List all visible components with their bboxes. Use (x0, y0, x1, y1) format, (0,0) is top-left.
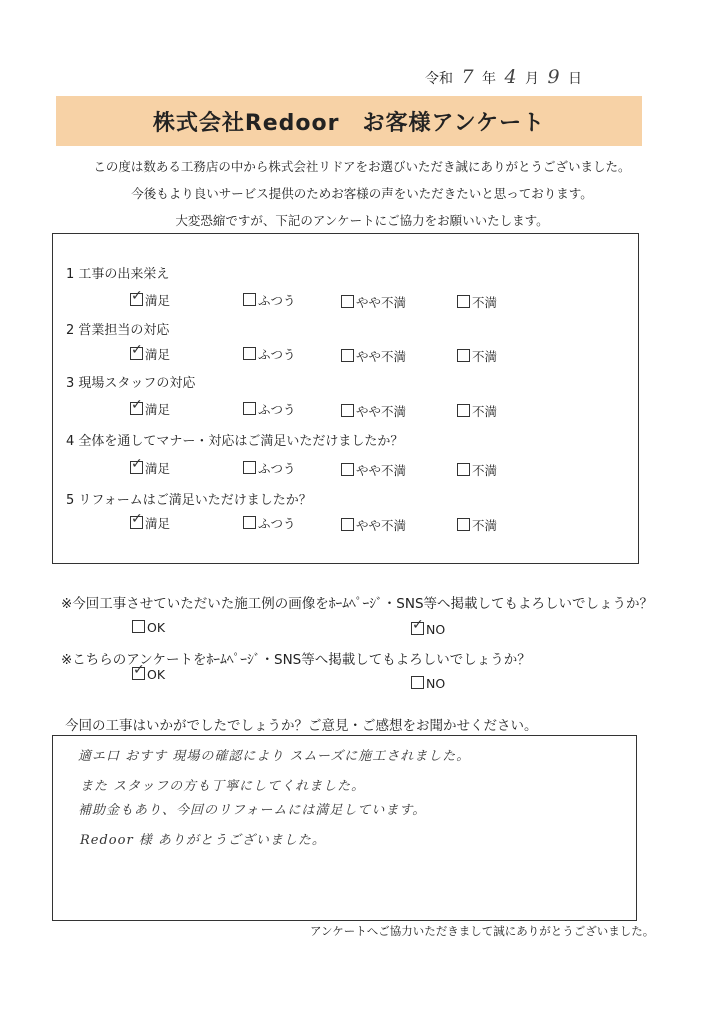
q1-option-satisfied[interactable]: ✓満足 (130, 291, 170, 309)
question-2-label: 2 営業担当の対応 (66, 323, 170, 338)
comment-line-3: 補助金もあり、今回のリフォームには満足しています。 (78, 803, 427, 818)
title-banner (56, 96, 642, 146)
checkbox-checked-icon (411, 622, 424, 635)
checkbox-checked-icon (130, 461, 143, 474)
checkbox-icon (341, 518, 354, 531)
q2-option-satisfied[interactable]: ✓満足 (130, 345, 170, 363)
comment-line-2: また スタッフの方も丁寧にしてくれました。 (80, 779, 366, 794)
comment-line-1: 適エ口 おすす 現場の確認により スムーズに施工されました。 (78, 749, 471, 764)
checkbox-icon (243, 461, 256, 474)
date-year: 7 (461, 66, 474, 88)
sns1-option-ok[interactable]: OK (132, 620, 165, 635)
date-day-unit: 日 (568, 71, 582, 87)
checkbox-icon (457, 295, 470, 308)
comment-question: 今回の工事はいかがでしたでしょうか？ご意見・ご感想をお聞かせください。 (65, 718, 538, 734)
date-era: 令和 (425, 71, 453, 87)
checkbox-icon (341, 295, 354, 308)
page-title: 株式会社Redoor お客様アンケート (152, 110, 546, 136)
footer-thanks: アンケートへご協力いただきまして誠にありがとうございました。 (310, 924, 655, 938)
question-1-label: 1 工事の出来栄え (66, 267, 170, 282)
q4-option-satisfied[interactable]: ✓満足 (130, 459, 170, 477)
sns-question-1: ※今回工事させていただいた施工例の画像をﾎｰﾑﾍﾟｰｼﾞ・SNS等へ掲載してもよろしいでしょうか？ (61, 596, 654, 612)
date-year-unit: 年 (482, 71, 496, 87)
question-4-label: 4 全体を通してマナー・対応はご満足いただけましたか？ (66, 434, 404, 449)
q1-option-normal[interactable]: ふつう (243, 291, 296, 309)
sns2-option-ok[interactable]: ✓OK (132, 667, 165, 682)
intro-line-1: この度は数ある工務店の中から株式会社リドアをお選びいただき誠にありがとうございました。 (93, 159, 631, 174)
checkbox-icon (457, 518, 470, 531)
question-3-label: 3 現場スタッフの対応 (66, 376, 196, 391)
checkbox-icon (341, 349, 354, 362)
checkbox-icon (132, 620, 145, 633)
intro-line-3: 大変恐縮ですが、下記のアンケートにご協力をお願いいたします。 (175, 213, 549, 228)
q1-option-dissatisfied[interactable]: 不満 (457, 293, 497, 311)
q3-option-normal[interactable]: ふつう (243, 400, 296, 418)
q3-option-slightly-dissatisfied[interactable]: やや不満 (341, 402, 406, 420)
checkbox-checked-icon (130, 347, 143, 360)
checkbox-icon (457, 404, 470, 417)
checkbox-icon (411, 676, 424, 689)
q4-option-slightly-dissatisfied[interactable]: やや不満 (341, 461, 406, 479)
q4-option-dissatisfied[interactable]: 不満 (457, 461, 497, 479)
checkbox-icon (341, 404, 354, 417)
survey-date (425, 66, 582, 88)
sns2-option-no[interactable]: NO (411, 676, 445, 691)
q5-option-satisfied[interactable]: ✓満足 (130, 514, 170, 532)
checkbox-checked-icon (130, 402, 143, 415)
q1-option-slightly-dissatisfied[interactable]: やや不満 (341, 293, 406, 311)
checkbox-icon (243, 402, 256, 415)
checkbox-icon (457, 463, 470, 476)
date-month-unit: 月 (525, 71, 539, 87)
checkbox-icon (243, 293, 256, 306)
q2-option-slightly-dissatisfied[interactable]: やや不満 (341, 347, 406, 365)
q3-option-dissatisfied[interactable]: 不満 (457, 402, 497, 420)
checkbox-icon (243, 347, 256, 360)
q3-option-satisfied[interactable]: ✓満足 (130, 400, 170, 418)
checkbox-icon (243, 516, 256, 529)
date-day: 9 (547, 66, 560, 88)
checkbox-checked-icon (130, 516, 143, 529)
q5-option-normal[interactable]: ふつう (243, 514, 296, 532)
question-5-label: 5 リフォームはご満足いただけましたか？ (66, 493, 312, 508)
q5-option-slightly-dissatisfied[interactable]: やや不満 (341, 516, 406, 534)
sns1-option-no[interactable]: ✓ NO (411, 622, 445, 637)
checkbox-checked-icon (132, 667, 145, 680)
q2-option-dissatisfied[interactable]: 不満 (457, 347, 497, 365)
checkbox-checked-icon (130, 293, 143, 306)
checkbox-icon (341, 463, 354, 476)
comment-line-4: Redoor 様 ありがとうございました。 (80, 833, 326, 848)
sns-question-2: ※こちらのアンケートをﾎｰﾑﾍﾟｰｼﾞ・SNS等へ掲載してもよろしいでしょうか？ (61, 652, 531, 668)
date-month: 4 (504, 66, 517, 88)
intro-line-2: 今後もより良いサービス提供のためお客様の声をいただきたいと思っております。 (131, 186, 593, 201)
checkbox-icon (457, 349, 470, 362)
q4-option-normal[interactable]: ふつう (243, 459, 296, 477)
q2-option-normal[interactable]: ふつう (243, 345, 296, 363)
q5-option-dissatisfied[interactable]: 不満 (457, 516, 497, 534)
